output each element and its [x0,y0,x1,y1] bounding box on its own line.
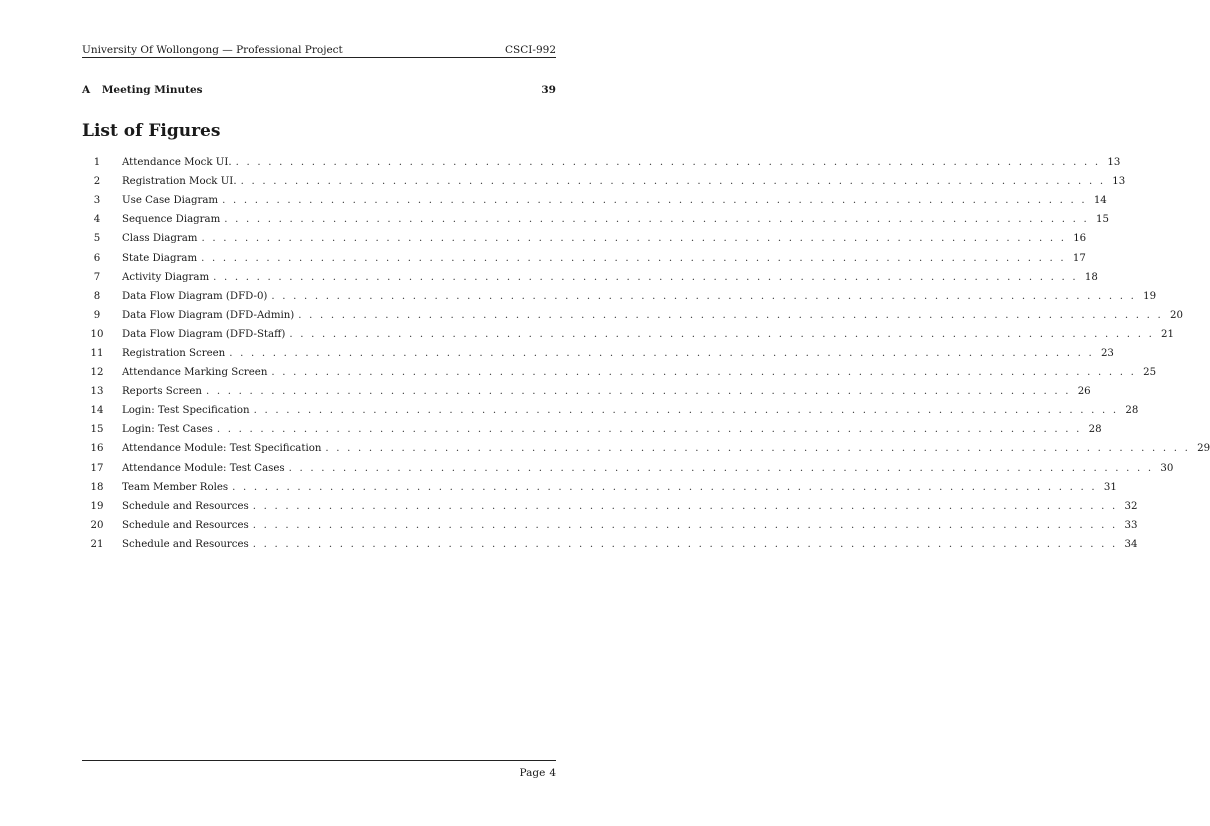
figure-number: 19 [90,500,104,512]
figure-list-item[interactable] [82,516,1138,535]
figure-list-item[interactable] [82,459,1174,478]
figure-number: 12 [90,367,104,379]
figure-list-item[interactable] [82,210,1109,229]
dot-leader: . . . . . . . . . . . . . . . . . . . . . . . . . . . . . . . . . . . . . . . . . . . . . . . . . . . . . . . . . . . . . . . . . . . . . . . . . . . . . . . . [229,347,1094,359]
figure-page-number: 32 [1124,500,1138,512]
figure-page-number: 31 [1103,481,1117,493]
figure-title: Attendance Marking Screen [122,367,268,379]
figure-page-number: 25 [1143,367,1157,379]
figure-list-item[interactable] [82,287,1157,306]
figure-page-number: 15 [1096,214,1109,226]
dot-leader: . . . . . . . . . . . . . . . . . . . . . . . . . . . . . . . . . . . . . . . . . . . . . . . . . . . . . . . . . . . . . . . . . . . . . . . . . . . . . . . . [271,290,1137,302]
section-title: List of Figures [82,121,221,141]
figure-page-number: 26 [1077,386,1091,398]
footer-rule [82,760,556,761]
figure-list-item[interactable] [82,268,1098,287]
figure-title: Attendance Module: Test Cases [122,462,285,474]
figure-page-number: 29 [1197,443,1210,455]
dot-leader: . . . . . . . . . . . . . . . . . . . . . . . . . . . . . . . . . . . . . . . . . . . . . . . . . . . . . . . . . . . . . . . . . . . . . . . . . . . . . . . . [252,538,1118,550]
figure-list-item[interactable] [82,153,1121,172]
figure-page-number: 30 [1160,462,1174,474]
figure-list-item[interactable] [82,344,1114,363]
figure-page-number: 18 [1084,271,1098,283]
figure-number: 7 [93,271,101,283]
dot-leader: . . . . . . . . . . . . . . . . . . . . . . . . . . . . . . . . . . . . . . . . . . . . . . . . . . . . . . . . . . . . . . . . . . . . . . . . . . . . . . . . [271,367,1137,379]
figure-page-number: 16 [1073,233,1087,245]
figure-list-item[interactable] [82,401,1139,420]
figure-page-number: 23 [1100,347,1114,359]
figure-title: Registration Screen [122,347,226,359]
figure-list-item[interactable] [82,535,1138,554]
figure-number: 18 [90,481,104,493]
figure-title: Class Diagram [122,233,198,245]
figure-number: 8 [93,290,101,302]
dot-leader: . . . . . . . . . . . . . . . . . . . . . . . . . . . . . . . . . . . . . . . . . . . . . . . . . . . . . . . . . . . . . . . . . . . . . . . . . . . . . . . . [201,252,1066,264]
dot-leader: . . . . . . . . . . . . . . . . . . . . . . . . . . . . . . . . . . . . . . . . . . . . . . . . . . . . . . . . . . . . . . . . . . . . . . . . . . . . . . . . [298,309,1163,321]
figure-title: Team Member Roles [122,481,229,493]
figure-page-number: 34 [1124,538,1138,550]
figure-page-number: 14 [1093,195,1107,207]
footer-page-number: 4 [549,767,556,779]
figure-number: 6 [93,252,101,264]
figure-list-item[interactable] [82,325,1175,344]
figure-title: Schedule and Resources [122,519,249,531]
figure-page-number: 28 [1088,424,1102,436]
figure-list-item[interactable] [82,478,1117,497]
toc-entry-letter: A [82,84,91,96]
figure-title: Attendance Module: Test Specification [122,443,322,455]
figure-number: 2 [93,176,101,188]
figure-title: Registration Mock UI. [122,176,237,188]
header-left-text: University Of Wollongong — Professional Project [82,44,343,56]
figure-title: Login: Test Specification [122,405,250,417]
figure-page-number: 13 [1107,157,1121,169]
figure-title: Schedule and Resources [122,538,249,550]
figure-number: 5 [93,233,101,245]
figure-number: 4 [93,214,101,226]
figure-page-number: 20 [1170,309,1183,321]
dot-leader: . . . . . . . . . . . . . . . . . . . . . . . . . . . . . . . . . . . . . . . . . . . . . . . . . . . . . . . . . . . . . . . . . . . . . . . . . . . . . . . . [222,195,1087,207]
figure-page-number: 19 [1143,290,1157,302]
figure-number: 20 [90,519,104,531]
figure-page-number: 21 [1161,328,1175,340]
dot-leader: . . . . . . . . . . . . . . . . . . . . . . . . . . . . . . . . . . . . . . . . . . . . . . . . . . . . . . . . . . . . . . . . . . . . . . . . . . . . . . . . [213,271,1078,283]
running-header [82,42,556,58]
header-right-text: CSCI-992 [505,44,556,56]
dot-leader: . . . . . . . . . . . . . . . . . . . . . . . . . . . . . . . . . . . . . . . . . . . . . . . . . . . . . . . . . . . . . . . . . . . . . . . . . . . . . . . . [235,157,1101,169]
toc-entry-title: Meeting Minutes [101,84,203,96]
figure-number: 1 [93,157,101,169]
footer-page-label: Page [519,767,546,779]
figure-number: 3 [93,195,101,207]
dot-leader: . . . . . . . . . . . . . . . . . . . . . . . . . . . . . . . . . . . . . . . . . . . . . . . . . . . . . . . . . . . . . . . . . . . . . . . . . . . . . . . . [253,405,1119,417]
dot-leader: . . . . . . . . . . . . . . . . . . . . . . . . . . . . . . . . . . . . . . . . . . . . . . . . . . . . . . . . . . . . . . . . . . . . . . . . . . . . . . . . [205,386,1071,398]
dot-leader: . . . . . . . . . . . . . . . . . . . . . . . . . . . . . . . . . . . . . . . . . . . . . . . . . . . . . . . . . . . . . . . . . . . . . . . . . . . . . . . . [252,500,1118,512]
toc-entry-label [82,84,203,96]
figure-list-item[interactable] [82,229,1087,248]
figure-list-item[interactable] [82,420,1102,439]
dot-leader: . . . . . . . . . . . . . . . . . . . . . . . . . . . . . . . . . . . . . . . . . . . . . . . . . . . . . . . . . . . . . . . . . . . . . . . . . . . . . . . . [232,481,1097,493]
figure-title: Use Case Diagram [122,195,219,207]
dot-leader: . . . . . . . . . . . . . . . . . . . . . . . . . . . . . . . . . . . . . . . . . . . . . . . . . . . . . . . . . . . . . . . . . . . . . . . . . . . . . . . . [325,443,1191,455]
figure-number: 11 [90,347,104,359]
toc-entry-page: 39 [541,84,556,96]
running-footer [82,766,556,780]
figure-list-item[interactable] [82,191,1107,210]
figure-number: 13 [90,386,104,398]
figure-list-item[interactable] [82,363,1157,382]
figure-title: State Diagram [122,252,198,264]
figure-page-number: 28 [1125,405,1139,417]
figure-title: Attendance Mock UI. [122,157,232,169]
figure-list-item[interactable] [82,306,1183,325]
figure-number: 17 [90,462,104,474]
figure-title: Activity Diagram [122,271,210,283]
figure-title: Reports Screen [122,386,202,398]
figure-title: Login: Test Cases [122,424,213,436]
dot-leader: . . . . . . . . . . . . . . . . . . . . . . . . . . . . . . . . . . . . . . . . . . . . . . . . . . . . . . . . . . . . . . . . . . . . . . . . . . . . . . . . [289,328,1155,340]
figure-number: 9 [93,309,101,321]
figure-list-item[interactable] [82,172,1126,191]
figure-page-number: 13 [1112,176,1126,188]
figure-page-number: 17 [1072,252,1086,264]
figure-title: Sequence Diagram [122,214,221,226]
figure-title: Data Flow Diagram (DFD-0) [122,290,268,302]
figure-page-number: 33 [1124,519,1138,531]
dot-leader: . . . . . . . . . . . . . . . . . . . . . . . . . . . . . . . . . . . . . . . . . . . . . . . . . . . . . . . . . . . . . . . . . . . . . . . . . . . . . . . . [201,233,1067,245]
figure-number: 15 [90,424,104,436]
figure-list-item[interactable] [82,497,1138,516]
figure-list-item[interactable] [82,382,1091,401]
dot-leader: . . . . . . . . . . . . . . . . . . . . . . . . . . . . . . . . . . . . . . . . . . . . . . . . . . . . . . . . . . . . . . . . . . . . . . . . . . . . . . . . [224,214,1089,226]
figure-list-item[interactable] [82,248,1086,267]
toc-entry-appendix[interactable] [82,83,556,97]
figure-list-item[interactable] [82,439,1210,458]
figure-number: 10 [90,328,104,340]
dot-leader: . . . . . . . . . . . . . . . . . . . . . . . . . . . . . . . . . . . . . . . . . . . . . . . . . . . . . . . . . . . . . . . . . . . . . . . . . . . . . . . . [216,424,1082,436]
figure-number: 21 [90,538,104,550]
figure-number: 14 [90,405,104,417]
figure-title: Data Flow Diagram (DFD-Staff) [122,328,286,340]
header-rule [82,57,556,58]
figure-title: Data Flow Diagram (DFD-Admin) [122,309,295,321]
dot-leader: . . . . . . . . . . . . . . . . . . . . . . . . . . . . . . . . . . . . . . . . . . . . . . . . . . . . . . . . . . . . . . . . . . . . . . . . . . . . . . . . [252,519,1118,531]
figure-list [82,153,1210,554]
figure-number: 16 [90,443,104,455]
dot-leader: . . . . . . . . . . . . . . . . . . . . . . . . . . . . . . . . . . . . . . . . . . . . . . . . . . . . . . . . . . . . . . . . . . . . . . . . . . . . . . . . [240,176,1106,188]
figure-title: Schedule and Resources [122,500,249,512]
dot-leader: . . . . . . . . . . . . . . . . . . . . . . . . . . . . . . . . . . . . . . . . . . . . . . . . . . . . . . . . . . . . . . . . . . . . . . . . . . . . . . . . [288,462,1154,474]
